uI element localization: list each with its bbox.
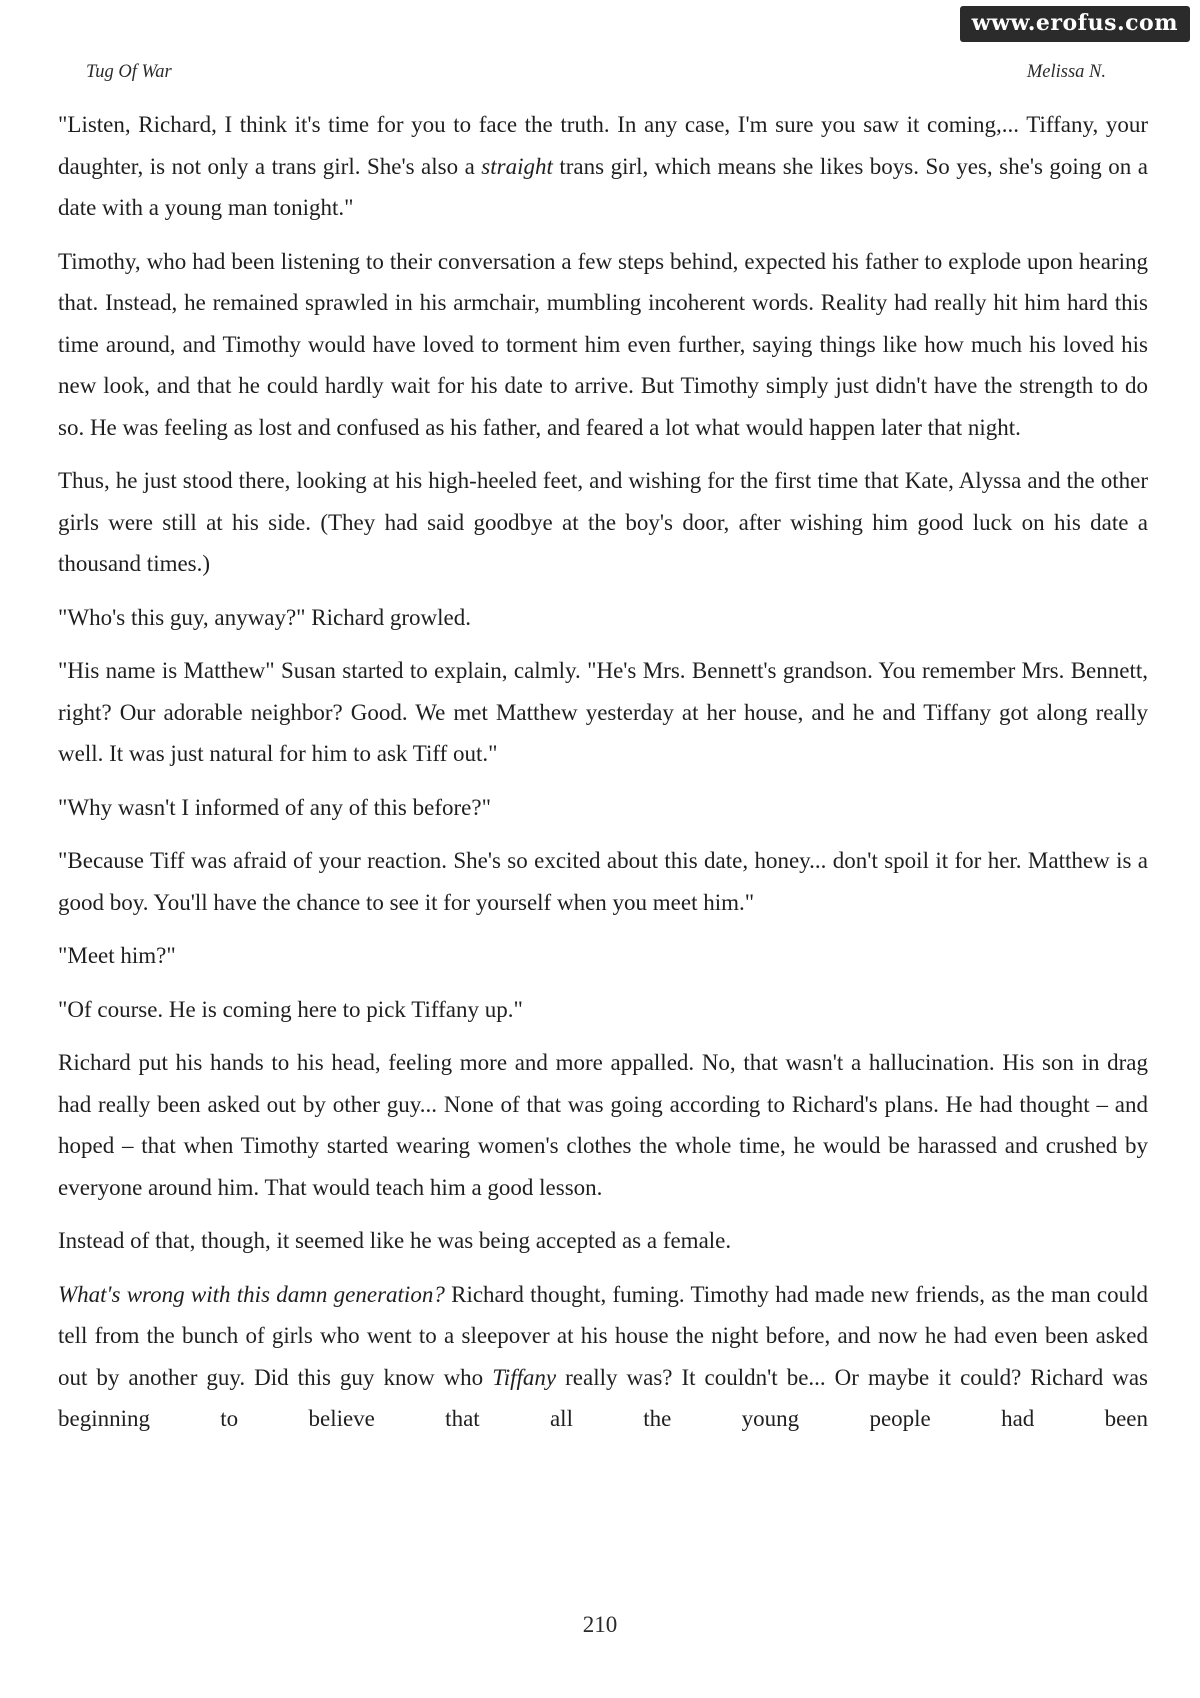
page-body [58,104,1148,1452]
text-run: "Listen, Richard, I think it's time for you to face the truth. In any case, I'm sure you saw it coming,... Tiffany, your daughter, is not only a trans girl. She's also a [58,112,1148,179]
paragraph: Instead of that, though, it seemed like he was being accepted as a female. [58,1228,732,1253]
paragraph: "Of course. He is coming here to pick Tiffany up." [58,996,523,1022]
emphasis: What's wrong with this damn generation? [58,1281,445,1307]
emphasis: Tiffany [492,1364,557,1390]
text-run: Richard thought, fuming. Timothy had made new friends, as the man could tell from the bunch of girls who went to a sleepover at his house the night before, and now he had even been asked out by another guy. Did this guy know who [58,1281,1148,1390]
watermark: www.erofus.com [960,6,1190,42]
author-name: Melissa N. [1026,62,1106,82]
paragraph [58,104,1148,229]
text-run: really was? It couldn't be... Or maybe it could? Richard was beginning to believe that all the young people had been [58,1364,1148,1431]
paragraph: "Meet him?" [58,943,176,968]
paragraph: Richard put his hands to his head, feeling more and more appalled. No, that wasn't a hallucination. His son in drag had really been asked out by other guy... None of that was going according to Richard's plans. He had thought – and hoped – that when Timothy started wearing women's clothes the whole time, he would be harassed and crushed by everyone around him. That would teach him a good lesson. [58,1050,1148,1200]
paragraph [58,1274,1148,1440]
paragraph: Thus, he just stood there, looking at his high-heeled feet, and wishing for the first time that Kate, Alyssa and the other girls were still at his side. (They had said goodbye at the boy's door, after wishing him good luck on his date a thousand times.) [58,468,1148,576]
paragraph: "Who's this guy, anyway?" Richard growled. [58,604,471,630]
paragraph: "Because Tiff was afraid of your reaction. She's so excited about this date, honey... don't spoil it for her. Matthew is a good boy. You'll have the chance to see it for yourself when you meet him." [58,848,1148,915]
book-title: Tug Of War [86,62,172,82]
page-number: 210 [582,1612,618,1637]
emphasis: straight [481,153,553,179]
paragraph: Timothy, who had been listening to their conversation a few steps behind, expected his father to explode upon hearing that. Instead, he remained sprawled in his armchair, mumbling incoherent words. Reality had really hit him hard this time around, and Timothy would have loved to torment him even further, saying things like how much his loved his new look, and that he could hardly wait for his date to arrive. But Timothy simply just didn't have the strength to do so. He was feeling as lost and confused as his father, and feared a lot what would happen later that night. [58,248,1148,440]
running-header [86,62,1106,83]
text-run: trans girl, which means she likes boys. So yes, she's going on a date with a young man tonight." [58,153,1148,220]
paragraph: "His name is Matthew" Susan started to explain, calmly. "He's Mrs. Bennett's grandson. You remember Mrs. Bennett, right? Our adorable neighbor? Good. We met Matthew yesterday at her house, and he and Tiffany got along really well. It was just natural for him to ask Tiff out." [58,658,1148,766]
paragraph: "Why wasn't I informed of any of this before?" [58,794,491,820]
